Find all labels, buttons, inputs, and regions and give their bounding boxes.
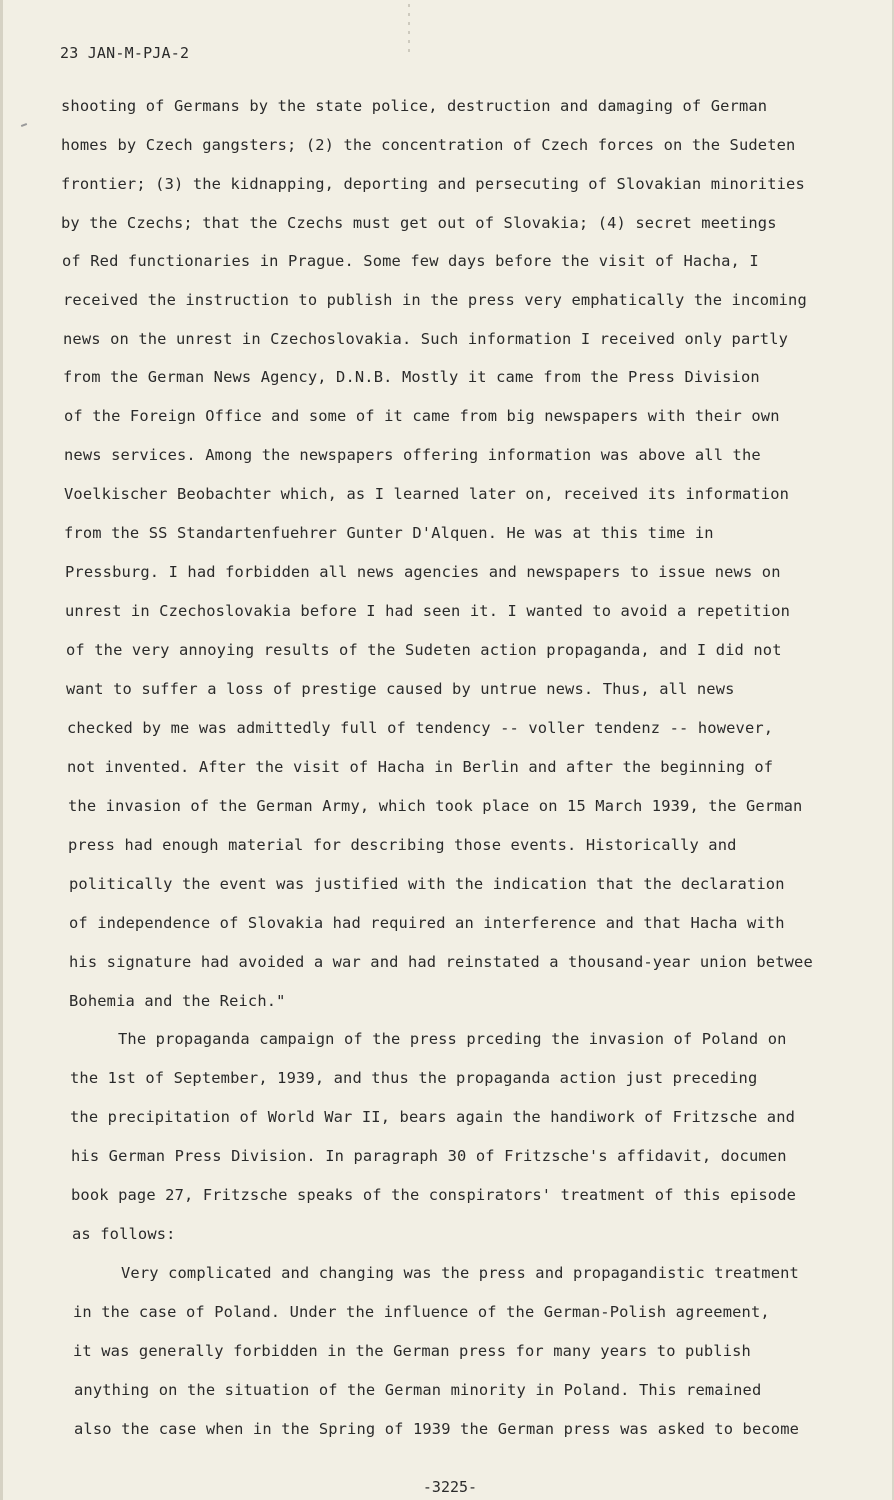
text-line: checked by me was admittedly full of tendency -- voller tendenz -- however, bbox=[67, 719, 774, 737]
text-line: his signature had avoided a war and had reinstated a thousand-year union betwee bbox=[69, 953, 813, 971]
text-line: homes by Czech gangsters; (2) the concentration of Czech forces on the Sudeten bbox=[61, 136, 796, 154]
text-line: anything on the situation of the German minority in Poland. This remained bbox=[74, 1381, 762, 1399]
text-line: of the very annoying results of the Sudeten action propaganda, and I did not bbox=[66, 641, 782, 659]
text-line: his German Press Division. In paragraph 30 of Fritzsche's affidavit, documen bbox=[71, 1147, 787, 1165]
paper-speck bbox=[408, 4, 410, 56]
text-line: press had enough material for describing those events. Historically and bbox=[68, 836, 737, 854]
text-line: book page 27, Fritzsche speaks of the conspirators' treatment of this episode bbox=[71, 1186, 797, 1204]
text-line: from the German News Agency, D.N.B. Mostly it came from the Press Division bbox=[63, 368, 760, 386]
text-line: the precipitation of World War II, bears again the handiwork of Fritzsche and bbox=[70, 1108, 796, 1126]
text-line: Voelkischer Beobachter which, as I learned later on, received its information bbox=[64, 485, 790, 503]
text-line: news services. Among the newspapers offering information was above all the bbox=[64, 446, 761, 464]
page-number bbox=[3, 1478, 894, 1496]
text-line: by the Czechs; that the Czechs must get out of Slovakia; (4) secret meetings bbox=[61, 214, 777, 232]
text-line: also the case when in the Spring of 1939 the German press was asked to become bbox=[74, 1420, 800, 1438]
text-line: received the instruction to publish in the press very emphatically the incoming bbox=[63, 291, 807, 309]
text-line: news on the unrest in Czechoslovakia. Such information I received only partly bbox=[63, 330, 789, 348]
text-line: unrest in Czechoslovakia before I had seen it. I wanted to avoid a repetition bbox=[65, 602, 791, 620]
text-line: from the SS Standartenfuehrer Gunter D'Alquen. He was at this time in bbox=[64, 524, 714, 542]
text-line: the 1st of September, 1939, and thus the propaganda action just preceding bbox=[70, 1069, 758, 1087]
margin-mark bbox=[21, 123, 27, 127]
text-line: in the case of Poland. Under the influence of the German-Polish agreement, bbox=[73, 1303, 770, 1321]
text-line: The propaganda campaign of the press prceding the invasion of Poland on bbox=[118, 1030, 787, 1048]
text-line: not invented. After the visit of Hacha in Berlin and after the beginning of bbox=[67, 758, 774, 776]
text-line: Bohemia and the Reich." bbox=[69, 992, 286, 1010]
page-number-text: -3225- bbox=[422, 1478, 478, 1496]
text-line: it was generally forbidden in the German press for many years to publish bbox=[73, 1342, 751, 1360]
text-line: the invasion of the German Army, which took place on 15 March 1939, the German bbox=[68, 797, 803, 815]
text-line: want to suffer a loss of prestige caused by untrue news. Thus, all news bbox=[66, 680, 735, 698]
document-header: 23 JAN-M-PJA-2 bbox=[60, 44, 190, 62]
text-line: politically the event was justified with the indication that the declaration bbox=[69, 875, 785, 893]
text-line: frontier; (3) the kidnapping, deporting and persecuting of Slovakian minorities bbox=[61, 175, 805, 193]
text-line: as follows: bbox=[72, 1225, 176, 1243]
text-line: shooting of Germans by the state police, destruction and damaging of German bbox=[61, 97, 768, 115]
text-line: of the Foreign Office and some of it came from big newspapers with their own bbox=[64, 407, 780, 425]
text-line: Pressburg. I had forbidden all news agencies and newspapers to issue news on bbox=[65, 563, 781, 581]
text-line: of independence of Slovakia had required an interference and that Hacha with bbox=[69, 914, 785, 932]
text-line: Very complicated and changing was the press and propagandistic treatment bbox=[121, 1264, 799, 1282]
text-line: of Red functionaries in Prague. Some few days before the visit of Hacha, I bbox=[62, 252, 759, 270]
